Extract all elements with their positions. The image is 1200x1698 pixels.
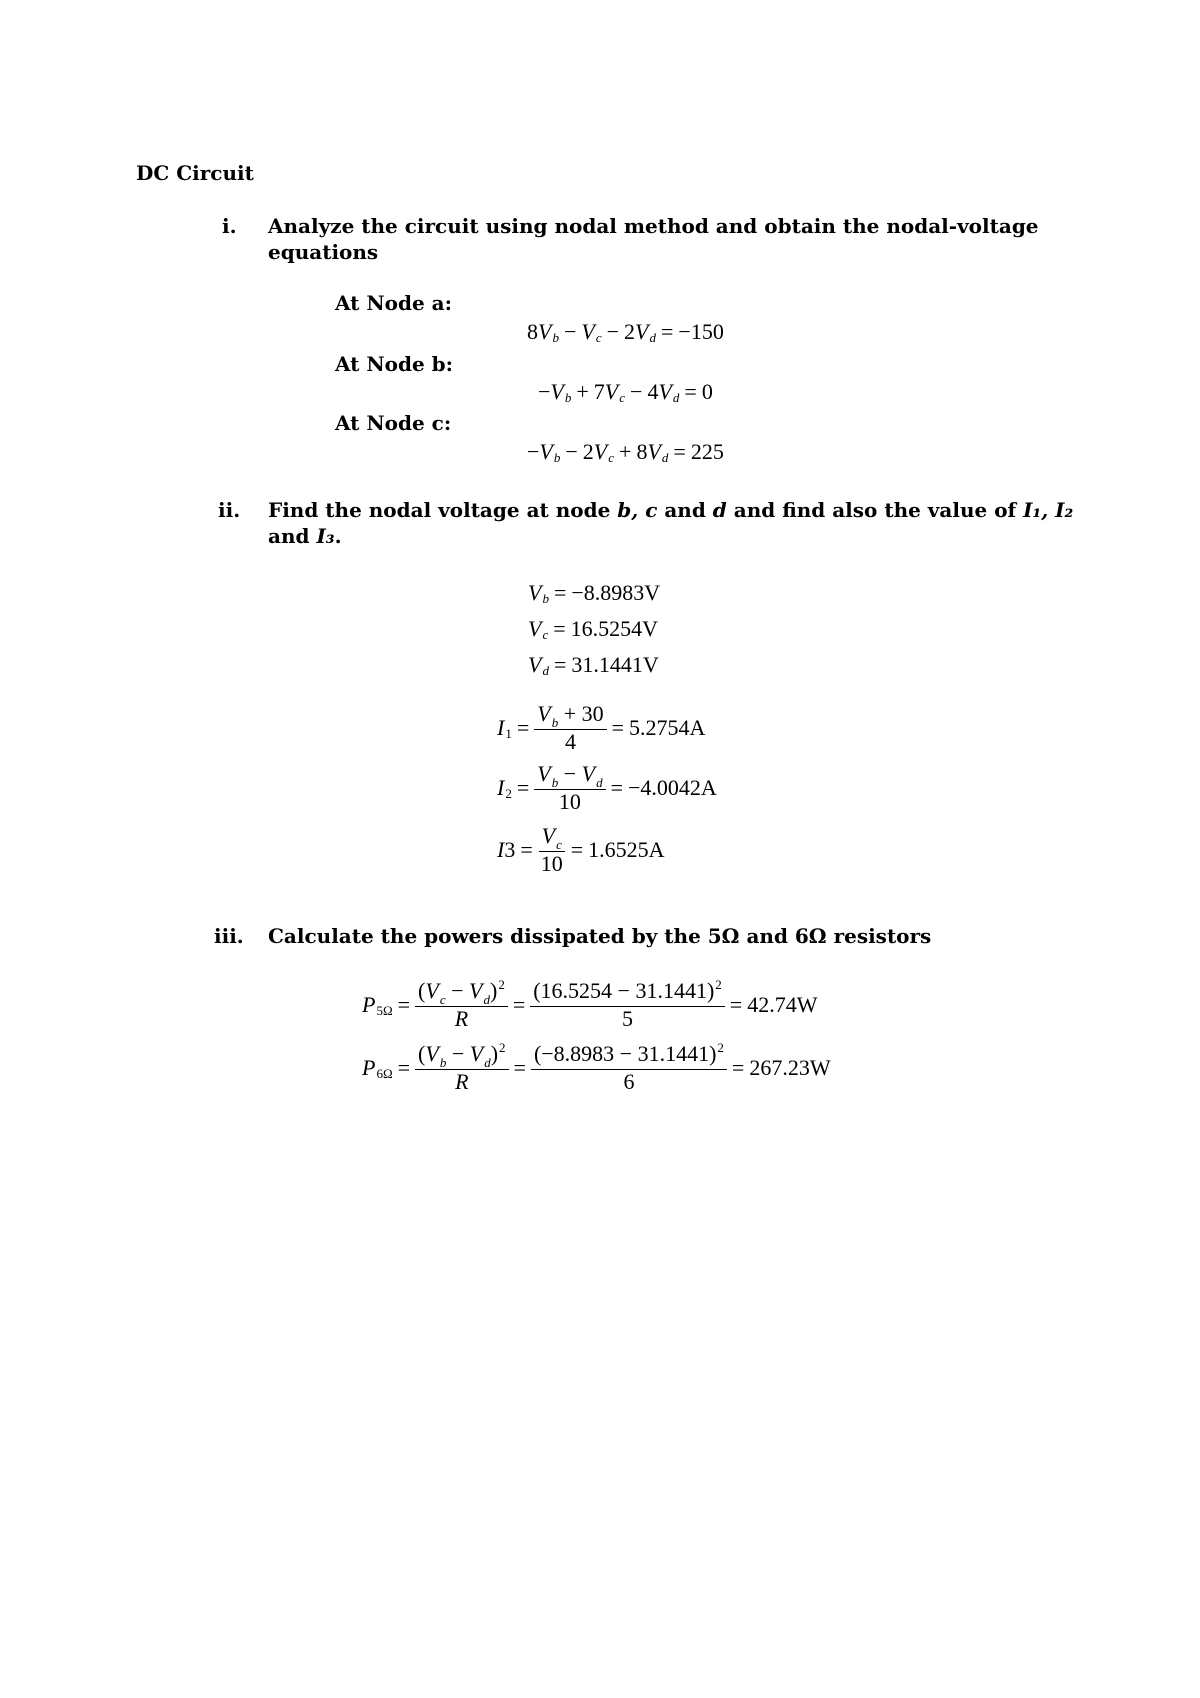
result-vd: V d = 31.1441V xyxy=(528,652,659,678)
p6-denominator: 6 xyxy=(623,1069,635,1094)
p5-denominator: 5 xyxy=(622,1006,634,1031)
document-title: DC Circuit xyxy=(136,161,254,185)
i2-value: −4.0042A xyxy=(628,775,717,800)
q2-text-c: and xyxy=(657,498,713,522)
equation-node-b: − V b + 7 V c − 4 V d = 0 xyxy=(538,379,713,405)
equation-node-a: 8 V b − V c − 2 V d = −150 xyxy=(527,319,724,345)
eq-c-rhs: 225 xyxy=(690,439,724,464)
q2-currents: I₁, I₂ xyxy=(1023,498,1074,522)
p6-result: 267.23W xyxy=(749,1055,831,1080)
q2-text-e: and find also the value of xyxy=(726,498,1024,522)
p6-numerator: (−8.8983 − 31.1441) xyxy=(533,1041,717,1066)
item-number-iii: iii. xyxy=(214,924,244,948)
q2-text-and: and xyxy=(268,524,317,548)
vb-value: −8.8983V xyxy=(571,580,661,605)
equation-i1: I 1 = $\frac{V_b + 30}{4}$ = 5.2754A xyxy=(497,701,706,754)
vd-value: 31.1441V xyxy=(571,652,659,677)
result-vc: V c = 16.5254V xyxy=(528,616,659,642)
equation-i3: I 3 = $\frac{V_c}{10}$ = 1.6525A xyxy=(497,823,665,876)
equation-node-c: − V b − 2 V c + 8 V d = 225 xyxy=(527,439,724,465)
equation-p6: P 6Ω = $\frac{(V_b - V_d)^2}{R}$ = $\frac{(-8.8983 - 31.1441)^2}{6}$ = 267.23W xyxy=(362,1040,831,1094)
item-number-ii: ii. xyxy=(218,498,241,522)
item-number-i: i. xyxy=(222,214,237,238)
node-b-label: At Node b: xyxy=(335,352,454,376)
question-ii-line2 xyxy=(268,524,342,548)
result-vb: V b = −8.8983V xyxy=(528,580,661,606)
equation-i2: I 2 = $\frac{V_b - V_d}{10}$ = −4.0042A xyxy=(497,761,717,814)
p5-result: 42.74W xyxy=(747,992,818,1017)
q2-current-i3: I₃ xyxy=(316,524,335,548)
node-a-label: At Node a: xyxy=(335,291,453,315)
q2-text-a: Find the nodal voltage at node xyxy=(268,498,618,522)
eq-b-rhs: 0 xyxy=(701,379,713,404)
q2-nodes-bc: b, c xyxy=(617,498,658,522)
q2-period: . xyxy=(334,524,342,548)
p5-numerator: (16.5254 − 31.1441) xyxy=(533,978,715,1003)
question-ii-line1 xyxy=(268,498,1073,522)
i1-value: 5.2754A xyxy=(629,715,706,740)
node-c-label: At Node c: xyxy=(335,411,452,435)
question-i-line1: Analyze the circuit using nodal method and obtain the nodal-voltage xyxy=(268,214,1039,238)
q2-node-d: d xyxy=(712,498,727,522)
vc-value: 16.5254V xyxy=(570,616,659,641)
eq-a-rhs: −150 xyxy=(678,319,724,344)
question-i-line2: equations xyxy=(268,240,379,264)
equation-p5: P 5Ω = $\frac{(V_c - V_d)^2}{R}$ = $\frac{(16.5254 - 31.1441)^2}{5}$ = 42.74W xyxy=(362,977,818,1031)
question-iii-line1: Calculate the powers dissipated by the 5Ω and 6Ω resistors xyxy=(268,924,932,948)
i3-value: 1.6525A xyxy=(588,837,665,862)
